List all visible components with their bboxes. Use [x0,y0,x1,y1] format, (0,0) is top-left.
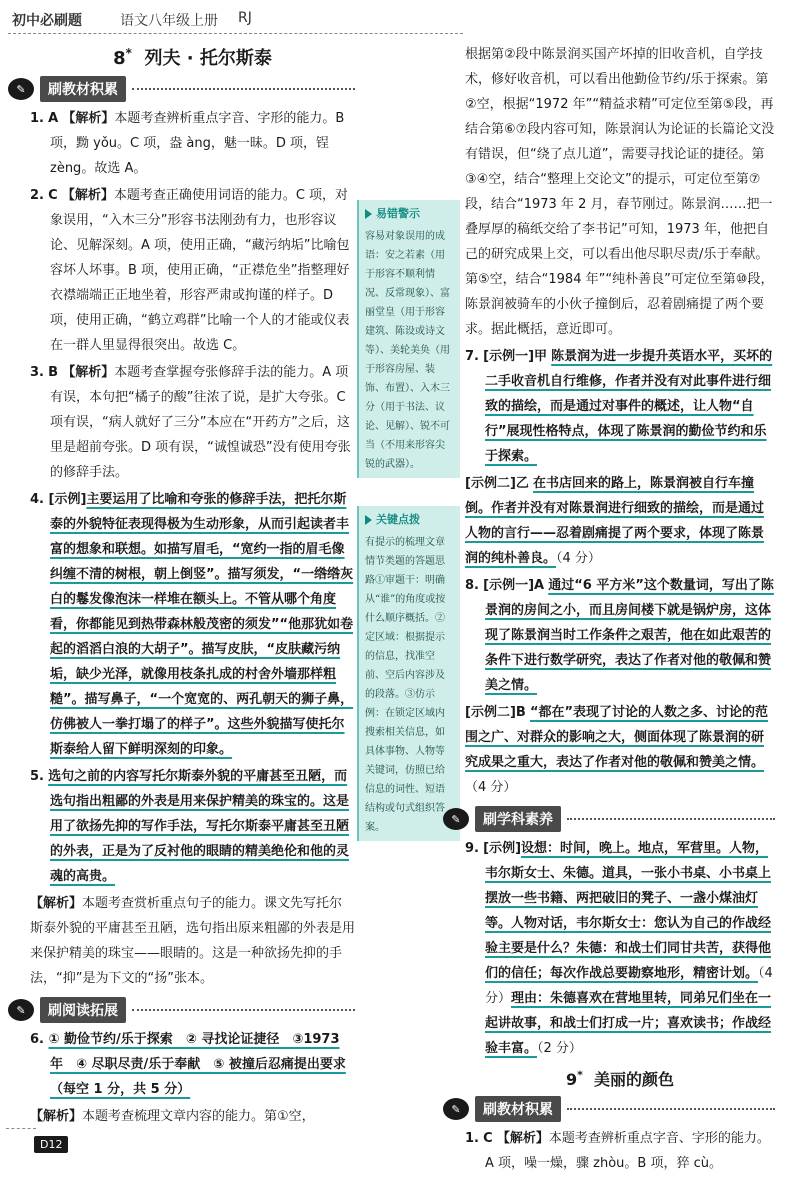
answer-example: [示例二]B “都在”表现了讨论的人数之多、讨论的范围之广、对群众的影响之大，侧面体现了陈景润的研究成果之重大，表达了作者对他的敬佩和赞美之情。（4 分） [465,705,769,795]
section-divider [567,818,775,820]
brush-logo-icon: ✎ [443,808,469,830]
brush-logo-icon: ✎ [443,1098,469,1120]
side-note-tip: 关键点拨 有提示的梳理文章情节类题的答题思路①审题干：明确从“谁”的角度或按什么顺序概括。②定区域：根据提示的信息，找准空前、空后内容涉及的段落。③仿示例：在锁定区域内搜索相关信息，如具体事物、人物等关键词，仿照已给信息的词性、短语结构或句式组织答案。 [357,506,460,841]
answer-item: 1. C 【解析】本题考查辨析重点字音、字形的能力。A 项，噪一燥，骤 zhòu。B 项，猝 cù。 [465,1131,770,1171]
section-header [443,806,775,832]
arrow-right-icon [365,209,372,219]
answer-item: 7. [示例一]甲 陈景润为进一步提升英语水平，买坏的二手收音机自行维修，作者并没有对此事件进行细致的描绘，而是通过对事件的概述，让人物“自行”展现性格特点，体现了陈景润的勤俭节约和乐于探索。 [465,349,773,464]
answer-item: 9. [示例]设想：时间，晚上。地点，军营里。人物，韦尔斯女士、朱德。道具，一张小书桌、小书桌上摆放一些书籍、两把破旧的凳子、一盏小煤油灯等。人物对话，韦尔斯女士：您认为自己的作战经验主要是什么？朱德：和战士们同甘共苦，获得他们的信任；每次作战总要勘察地形，精密计划。（4 分）理由：朱德喜欢在营地里转，同弟兄们坐在一起讲故事，和战士们打成一片；喜欢读书；作战经验丰富。（2 分） [465,841,773,1056]
side-note-mistake: 易错警示 容易对象误用的成语：安之若素（用于形容不顺利情况、反常现象）、富丽堂皇（用于形容建筑、陈设或诗文等）、美轮美奂（用于形容房屋、装饰、布置）、入木三分（用于书法、议论、见解）、锐不可当（不用来形容尖锐的武器）。 [357,200,460,478]
lesson9-title: 9* 美丽的颜色 [565,1068,675,1089]
section-divider [132,1009,355,1011]
section-divider [567,1108,775,1110]
analysis-continued: 根据第②段中陈景润买国产坏掉的旧收音机，自学技术，修好收音机，可以看出他勤俭节约/乐于探索。第②空，根据“1972 年”“精益求精”可定位至第⑤段，再结合第⑥⑦段内容可知，陈景润认为论证的长篇论文没有错误，但“绕了点儿道”，需要寻找论证的捷径。第③④空，结合“整理上交论文”的提示，可定位至第⑦段，结合“1973 年 2 月，春节刚过。陈景润……把一叠厚厚的稿纸交给了李书记”可知，1973 年，他把自己的研究成果上交，可以看出他尽职尽责/乐于奉献。第⑤空，结合“1984 年”“纯朴善良”可定位至第⑩段，陈景润被骑车的小伙子撞倒后，忍着剧痛提了两个要求。据此概括，意近即可。 [465,47,775,337]
brush-logo-icon: ✎ [8,78,34,100]
analysis-text: 【解析】本题考查赏析重点句子的能力。课文先写托尔斯泰外貌的平庸甚至丑陋，选句指出原来粗鄙的外表是用来保护精美的珠宝——眼睛的。这是一种欲扬先抑的手法，“抑”是为下文的“扬”张本。 [30,896,356,986]
answer-item: 2. C 【解析】本题考查正确使用词语的能力。C 项，对象误用，“入木三分”形容书法刚劲有力，也形容议论、见解深刻。A 项，使用正确，“藏污纳垢”比喻包容坏人坏事。B 项，使用正确，“正襟危坐”指整理好衣襟端端正正地坐着，形容严肃或拘谨的样子。D 项，使用正确，“鹤立鸡群”比喻一个人的才能或仪表在一群人里显得很突出。故选 C。 [30,188,350,353]
analysis-text: 【解析】本题考查梳理文章内容的能力。第①空， [30,1109,315,1124]
section-title: 刷教材积累 [475,1096,561,1122]
right-column [451,42,775,1178]
page-header [0,0,800,36]
section-title: 刷学科素养 [475,806,561,832]
answer-item: 3. B 【解析】本题考查掌握夸张修辞手法的能力。A 项有误，本句把“橘子的酸”往浓了说，是扩大夸张。C 项有误，“病人就好了三分”本应在“开药方”之后，这里是超前夸张。D 项有误，“诚惶诚恐”没有使用夸张的修辞手法。 [30,365,351,480]
answer-item: 5. 选句之前的内容写托尔斯泰外貌的平庸甚至丑陋，而选句指出粗鄙的外表是用来保护精美的珠宝的。这是用了欲扬先抑的写作手法，写托尔斯泰平庸甚至丑陋的外表，正是为了反衬他的眼睛的精美绝伦和他的灵魂的高贵。 [30,769,350,884]
section-header [443,1096,775,1122]
arrow-right-icon [365,515,372,525]
section-title: 刷教材积累 [40,76,126,102]
answer-example: [示例二]乙 在书店回来的路上，陈景润被自行车撞倒。作者并没有对陈景润进行细致的描绘，而是通过人物的言行——忍着剧痛提了两个要求，体现了陈景润的纯朴善良。（4 分） [465,476,765,566]
answer-item: 6. ① 勤俭节约/乐于探索 ② 寻找论证捷径 ③1973 年 ④ 尽职尽责/乐于奉献 ⑤ 被撞后忍痛提出要求（每空 1 分，共 5 分） [30,1032,346,1097]
side-notes-column [357,200,460,869]
lesson8-title: 8* 列夫 · 托尔斯泰 [113,46,272,69]
section-header [8,76,355,102]
edition-label: RJ [238,10,252,26]
page-number: D12 [34,1136,68,1153]
series-name: 初中必刷题 [12,13,82,29]
answer-item: 8. [示例一]A 通过“6 平方米”这个数量词，写出了陈景润的房间之小，而且房间楼下就是锅炉房，这体现了陈景润当时工作条件之艰苦，他在如此艰苦的条件下进行数学研究，表达了作者对他的敬佩和赞美之情。 [465,578,774,693]
brush-logo-icon: ✎ [8,999,34,1021]
course-name: 语文八年级上册 [120,13,218,29]
section-title: 刷阅读拓展 [40,997,126,1023]
footer-divider [6,1128,36,1129]
left-column [16,42,356,1131]
section-divider [132,88,355,90]
section-header [8,997,355,1023]
answer-item: 1. A 【解析】本题考查辨析重点字音、字形的能力。B 项，黝 yǒu。C 项，盎 àng，魅一昧。D 项，锃 zèng。故选 A。 [30,111,345,176]
answer-item: 4. [示例]主要运用了比喻和夸张的修辞手法，把托尔斯泰的外貌特征表现得极为生动形象，从而引起读者丰富的想象和联想。如描写眉毛，“宽约一指的眉毛像纠缠不清的树根，朝上倒竖”。描写须发，“一绺绺灰白的鬈发像泡沫一样堆在额头上。不管从哪个角度看，你都能见到热带森林般茂密的须发”“他那犹如卷起的滔滔白浪的大胡子”。描写皮肤，“皮肤藏污纳垢，缺少光泽，就像用枝条扎成的村舍外墙那样粗糙”。描写鼻子，“一个宽宽的、两孔朝天的狮子鼻，仿佛被人一拳打塌了的样子”。这些外貌描写使托尔斯泰给人留下鲜明深刻的印象。 [30,492,354,757]
header-divider [8,33,463,34]
